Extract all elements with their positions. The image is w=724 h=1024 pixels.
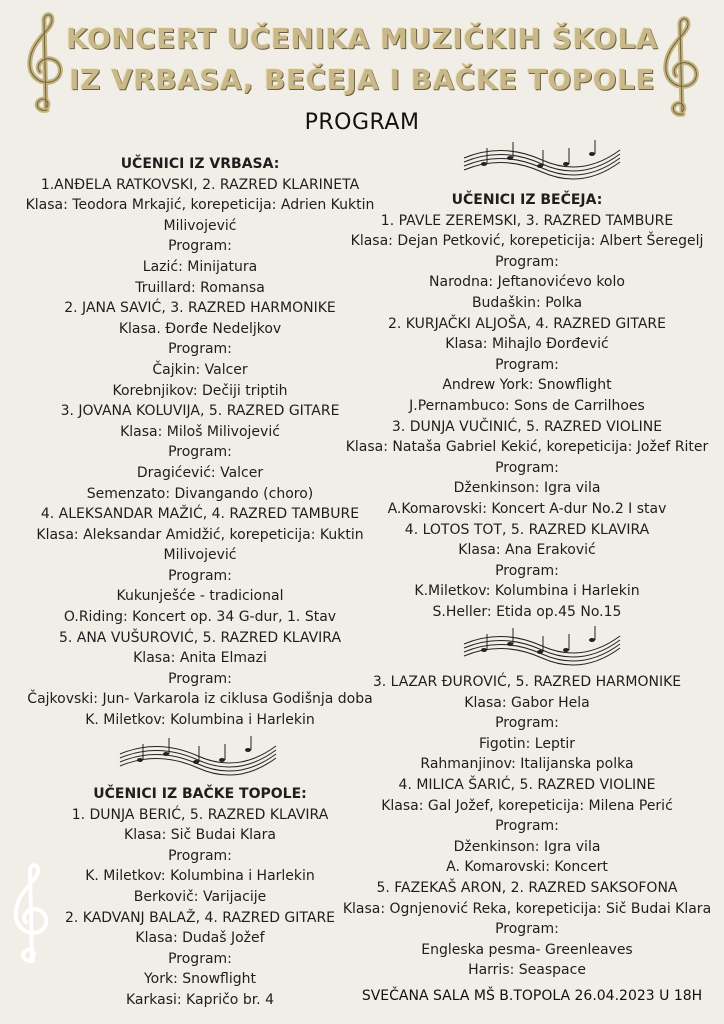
program-heading: PROGRAM [304,110,420,135]
program-line: A.Komarovski: Koncert A-dur No.2 I stav [387,500,667,517]
becej-continued-section [330,672,724,981]
program-line: Andrew York: Snowflight [442,377,612,394]
program-line: Klasa: Nataša Gabriel Kekić, korepeticija: Jožef Riter [345,439,709,456]
program-line: Kukunješće - tradicional [116,588,284,605]
program-line: Klasa: Gal Jožef, korepeticija: Milena Perić [381,797,673,814]
becej-heading: UČENICI IZ BEČEJA: [451,192,603,208]
program-line: 5. FAZEKAŠ ARON, 2. RAZRED SAKSOFONA [376,879,678,896]
program-line: K.Miletkov: Kolumbina i Harlekin [414,583,640,600]
program-line: Program: [495,356,559,373]
program-line: Klasa. Đorđe Nedeljkov [118,320,282,337]
program-line: Program: [168,341,232,358]
program-line: Klasa: Gabor Hela [464,694,590,711]
program-line: Dženkinson: Igra vila [453,480,601,497]
program-line: Budaškin: Polka [471,294,583,311]
program-line: S.Heller: Etida op.45 No.15 [432,603,622,620]
program-line: Berkovič: Varijacije [133,888,267,905]
program-line: Klasa: Ana Eraković [458,542,596,559]
program-line: Milivojević [163,547,237,564]
program-line: K. Miletkov: Kolumbina i Harlekin [85,868,315,885]
program-line: 3. JOVANA KOLUVIJA, 5. RAZRED GITARE [60,403,340,420]
program-line: Klasa: Miloš Milivojević [120,423,280,440]
program-line: Klasa: Anita Elmazi [133,650,267,667]
program-line: 1. PAVLE ZEREMSKI, 3. RAZRED TAMBURE [380,212,674,229]
music-staff-icon-middle [462,622,622,668]
program-line: Čajkovski: Jun- Varkarola iz ciklusa Godišnja doba [27,691,373,708]
program-line: Program: [168,567,232,584]
program-line: 2. KADVANJ BALAŽ, 4. RAZRED GITARE [64,909,336,926]
venue-footer: SVEČANA SALA MŠ B.TOPOLA 26.04.2023 U 18H [361,988,703,1004]
program-line: Milivojević [163,217,237,234]
program-line: 2. KURJAČKI ALJOŠA, 4. RAZRED GITARE [387,315,667,332]
program-line: 4. LOTOS TOT, 5. RAZRED KLAVIRA [404,521,650,538]
program-line: Program: [168,670,232,687]
program-line: O.Riding: Koncert op. 34 G-dur, 1. Stav [63,609,337,626]
program-line: Program: [495,818,559,835]
program-line: Program: [168,847,232,864]
program-line: 5. ANA VUŠUROVIĆ, 5. RAZRED KLAVIRA [58,629,342,646]
program-line: Klasa: Teodora Mrkajić, korepeticija: Adrien Kuktin [25,197,375,214]
program-line: Program: [168,444,232,461]
program-line: Klasa: Mihajlo Đorđević [445,336,609,353]
program-line: A. Komarovski: Koncert [446,859,608,876]
program-line: Program: [168,950,232,967]
program-line: Program: [495,253,559,270]
program-line: Program: [495,715,559,732]
program-line: 4. ALEKSANDAR MAŽIĆ, 4. RAZRED TAMBURE [40,506,360,523]
program-line: 3. LAZAR ĐUROVIĆ, 5. RAZRED HARMONIKE [372,674,682,690]
program-line: Lazić: Minijatura [142,258,258,275]
program-line: Rahmanjinov: Italijanska polka [420,756,634,773]
program-line: Klasa: Dudaš Jožef [135,930,265,947]
program-line: Dženkinson: Igra vila [453,838,601,855]
program-line: Truillard: Romansa [135,279,265,296]
program-line: 1.ANĐELA RATKOVSKI, 2. RAZRED KLARINETA [40,176,360,193]
program-line: Korebnjikov: Dečiji triptih [112,382,288,399]
program-line: Karkasi: Kapričo br. 4 [126,991,274,1008]
title-line-1: KONCERT UČENIKA MUZIČKIH ŠKOLA [66,22,658,55]
music-staff-icon-top [462,136,622,182]
program-line: Čajkin: Valcer [152,361,248,378]
becej-section [330,190,724,622]
title-line-2: IZ VRBASA, BEČEJA I BAČKE TOPOLE [69,63,655,96]
program-line: Klasa: Ognjenović Reka, korepeticija: Sič Budai Klara [342,900,712,917]
music-staff-icon-bottom [118,732,278,778]
program-line: 3. DUNJA VUČINIĆ, 5. RAZRED VIOLINE [391,418,663,435]
program-line: 2. JANA SAVIĆ, 3. RAZRED HARMONIKE [64,300,336,317]
program-line: Figotin: Leptir [479,735,575,752]
program-line: 1. DUNJA BERIĆ, 5. RAZRED KLAVIRA [71,806,329,823]
program-line: Program: [495,921,559,938]
program-line: Klasa: Aleksandar Amidžić, korepeticija: Kuktin [36,526,364,543]
program-line: Semenzato: Divangando (choro) [86,485,314,502]
program-line: Engleska pesma- Greenleaves [421,941,633,958]
program-line: J.Pernambuco: Sons de Carrilhoes [409,397,645,414]
program-line: Klasa: Sič Budai Klara [124,827,276,844]
program-line: K. Miletkov: Kolumbina i Harlekin [85,712,315,729]
program-line: Program: [495,562,559,579]
program-line: Program: [495,459,559,476]
program-line: York: Snowflight [143,971,257,988]
program-line: 4. MILICA ŠARIĆ, 5. RAZRED VIOLINE [398,776,656,793]
program-line: Program: [168,238,232,255]
program-line: Klasa: Dejan Petković, korepeticija: Albert Šeregelj [350,233,704,250]
program-line: Narodna: Jeftanovićevo kolo [429,274,625,291]
program-line: Harris: Seaspace [468,962,586,979]
backa-topola-heading: UČENICI IZ BAČKE TOPOLE: [93,786,307,802]
program-line: Dragićević: Valcer [136,464,264,481]
vrbas-heading: UČENICI IZ VRBASA: [120,156,280,172]
